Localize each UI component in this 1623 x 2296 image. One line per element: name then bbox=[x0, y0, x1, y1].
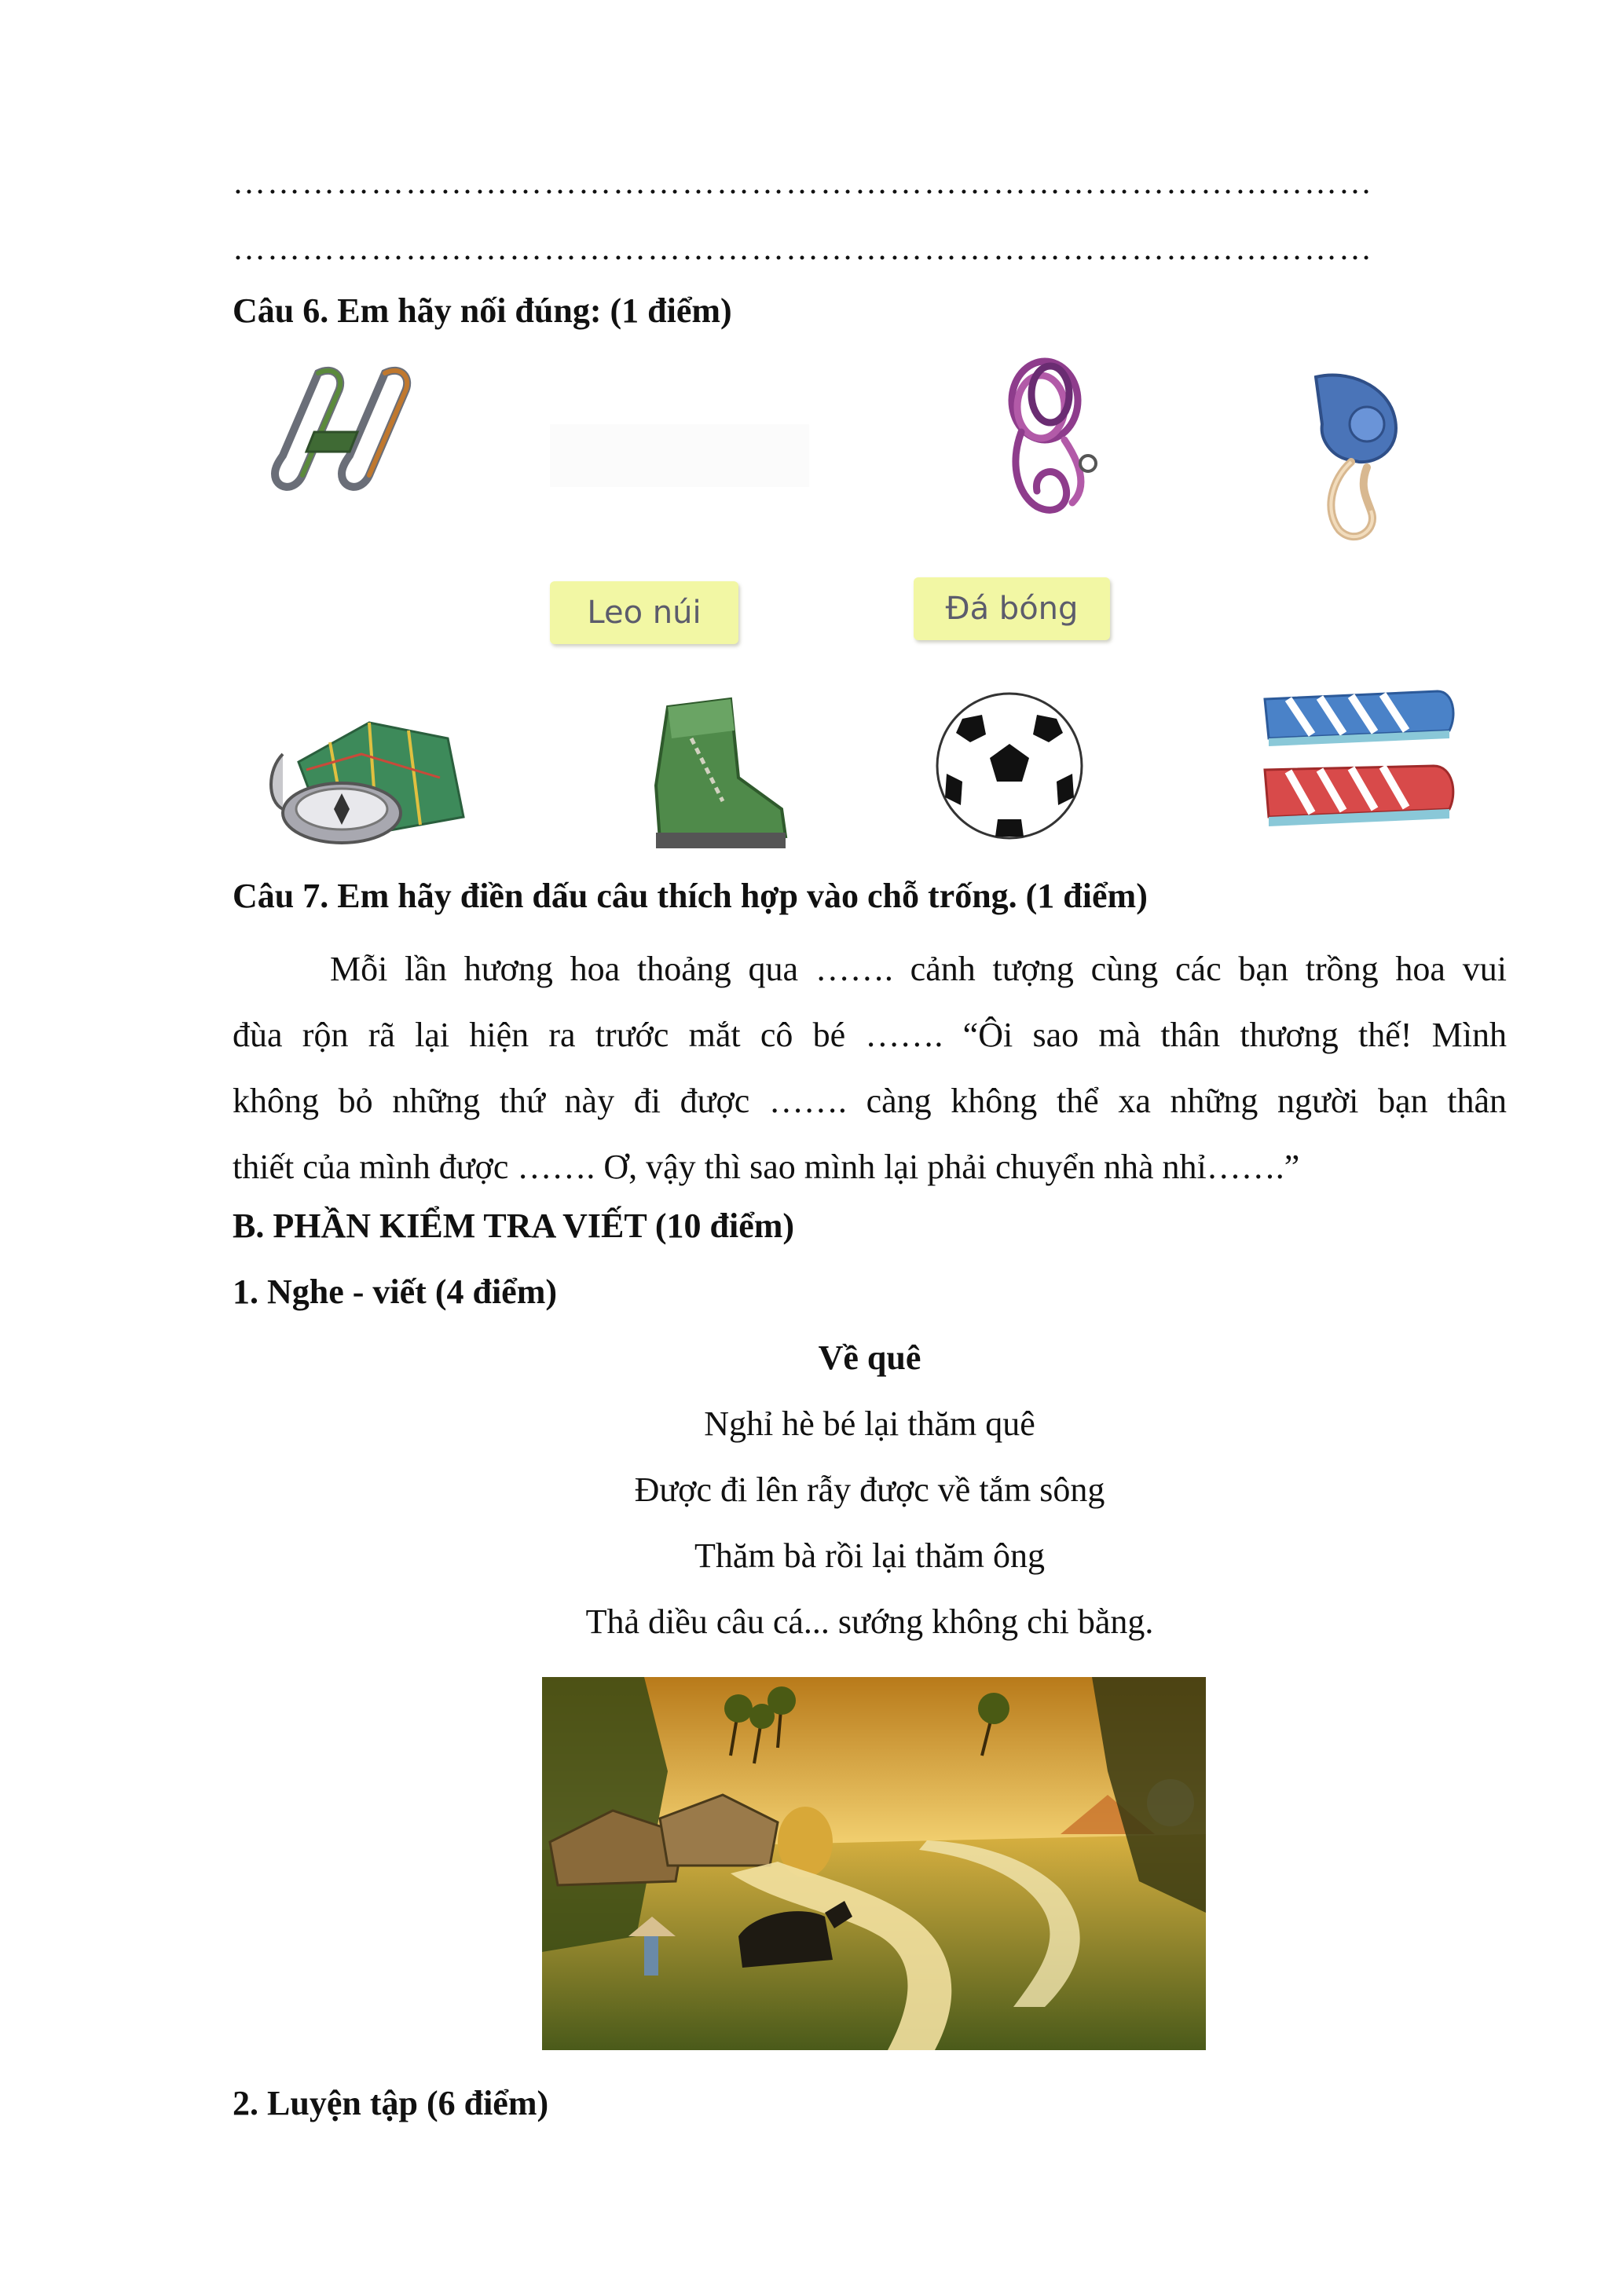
poem-title: Về quê bbox=[818, 1338, 921, 1377]
soccer-ball-icon bbox=[931, 687, 1088, 844]
question-7-title: Câu 7. Em hãy điền dấu câu thích hợp vào chỗ trống. (1 điểm) bbox=[233, 877, 1148, 915]
paragraph-line: thiết của mình được ……. Ơ, vậy thì sao mình lại phải chuyển nhà nhỉ…….” bbox=[233, 1148, 1300, 1186]
question-7-paragraph bbox=[233, 936, 1507, 1200]
paragraph-line: Mỗi lần hương hoa thoảng qua ……. cảnh tượng cùng các bạn trồng hoa vui bbox=[330, 950, 1507, 988]
countryside-painting bbox=[542, 1677, 1206, 2050]
poem-line: Được đi lên rẫy được về tắm sông bbox=[634, 1470, 1105, 1509]
label-leo-nui[interactable]: Leo núi bbox=[550, 581, 738, 644]
whistle-icon bbox=[1292, 369, 1418, 542]
answer-line-2: ……………………………………………………………………………………… bbox=[233, 231, 1373, 267]
label-da-bong[interactable]: Đá bóng bbox=[914, 577, 1110, 640]
blank-image-slot bbox=[550, 424, 809, 487]
soccer-cleats-icon bbox=[1257, 683, 1461, 840]
section-b-title: B. PHẦN KIỂM TRA VIẾT (10 điểm) bbox=[233, 1207, 795, 1245]
paragraph-line: không bỏ những thứ này đi được ……. càng không thể xa những người bạn thân bbox=[233, 1082, 1507, 1120]
part-1-title: 1. Nghe - viết (4 điểm) bbox=[233, 1273, 558, 1311]
answer-line-1: ……………………………………………………………………………………… bbox=[233, 165, 1373, 201]
climbing-rope-icon bbox=[978, 346, 1116, 526]
carabiner-icon bbox=[259, 357, 424, 507]
question-6-title: Câu 6. Em hãy nối đúng: (1 điểm) bbox=[233, 291, 732, 330]
paragraph-line: đùa rộn rã lại hiện ra trước mắt cô bé ……. “Ôi sao mà thân thương thế! Mình bbox=[233, 1016, 1507, 1054]
poem-line: Thăm bà rồi lại thăm ông bbox=[694, 1536, 1045, 1575]
part-2-title: 2. Luyện tập (6 điểm) bbox=[233, 2084, 549, 2122]
poem-line: Thả diều câu cá... sướng không chi bằng. bbox=[585, 1602, 1154, 1641]
hiking-boot-icon bbox=[636, 691, 793, 856]
poem-line: Nghỉ hè bé lại thăm quê bbox=[704, 1404, 1035, 1443]
map-compass-icon bbox=[251, 707, 471, 848]
